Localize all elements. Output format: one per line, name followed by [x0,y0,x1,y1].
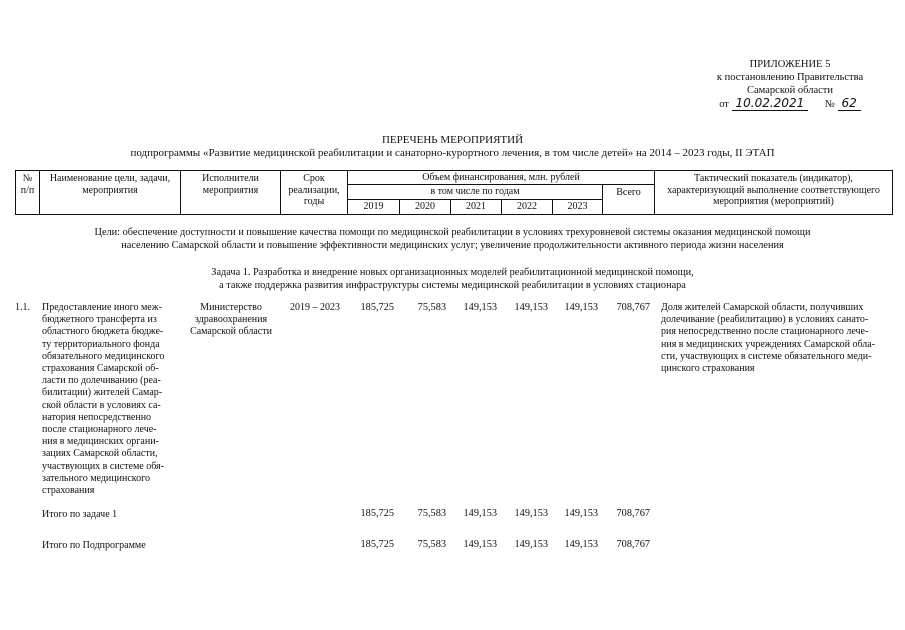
row-value-2023: 149,153 [564,302,598,313]
program-total-sum: 708,767 [616,539,650,550]
task-total-2023: 149,153 [564,508,598,519]
row-value-2020: 75,583 [417,302,446,313]
goal-line-1: Цели: обеспечение доступности и повышение качества помощи по медицинской реабилитации в условиях трехуровневой системы оказания медицинской помощи [94,227,811,238]
program-total-2022: 149,153 [514,539,548,550]
task-line-2: а также поддержка развития инфраструктуры системы медицинской реабилитации в условиях стационара [219,280,686,291]
header-year-2022: 2022 [501,199,553,215]
row-executor-line: здравоохранения [194,314,268,326]
handwritten-number: 62 [838,96,861,111]
row-term: 2019 – 2023 [290,302,340,313]
row-name-line: областного бюджета бюдже- [42,326,164,338]
goal-line-2: населению Самарской области и повышение эффективности медицинских услуг; увеличение продолжительности активного периода жизни населения [121,240,784,251]
document-subtitle: подпрограммы «Развитие медицинской реабилитации и санаторно-курортного лечения, в том числе детей» на 2014 – 2023 годы, II ЭТАП [130,147,775,159]
row-name-line: Предоставление иного меж- [42,302,162,313]
row-name-line: зациях Самарской области, [42,448,158,460]
row-name [42,302,177,497]
header-year-2021: 2021 [450,199,502,215]
header-year-2019: 2019 [347,199,400,215]
row-value-2022: 149,153 [514,302,548,313]
handwritten-date: 10.02.2021 [732,96,809,111]
row-name-line: участвующих в системе обя- [42,460,164,472]
appendix-block [640,58,905,111]
row-name-line: бюджетного трансферта из [42,314,157,326]
program-total-2023: 149,153 [564,539,598,550]
appendix-date-line [640,97,905,111]
header-financing: Объем финансирования, млн. рублей [347,170,655,185]
row-name-line: ния в медицинских органи- [42,436,159,448]
task-total-2021: 149,153 [463,508,497,519]
task-total-sum: 708,767 [616,508,650,519]
row-name-line: ской области в условиях са- [42,399,161,411]
row-name-line: после стационарного лече- [42,424,157,436]
row-value-2021: 149,153 [463,302,497,313]
task-total-2020: 75,583 [417,508,446,519]
document-title: ПЕРЕЧЕНЬ МЕРОПРИЯТИЙ [381,134,524,146]
row-indicator-line: долечивание (реабилитацию) в условиях санато- [661,314,869,326]
row-name-line: обязательного медицинского [42,350,165,362]
header-total: Всего [602,184,655,215]
program-total-label: Итого по Подпрограмме [42,540,146,551]
row-indicator-line: рия непосредственно после стационарного лече- [661,326,869,338]
header-year-2023: 2023 [552,199,603,215]
row-executor-line: Министерство [200,302,262,313]
date-prefix: от [719,99,729,110]
row-indicator-line: сти, участвующих в системе обязательного меди- [661,350,872,362]
row-number: 1.1. [15,302,30,313]
row-indicator [661,302,893,375]
row-executor-line: Самарской области [190,326,272,338]
row-name-line: натория непосредственно [42,411,152,423]
task-total-label: Итого по задаче 1 [42,509,118,520]
header-term: Срок реализации, годы [280,170,348,215]
program-total-2019: 185,725 [360,539,394,550]
row-indicator-line: цинского страхования [661,363,755,375]
row-value-2019: 185,725 [360,302,394,313]
row-name-line: страхования Самарской об- [42,363,159,375]
appendix-line-2: Самарской области [747,85,833,96]
header-indicator: Тактический показатель (индикатор), характеризующий выполнение соответствующего мероприятия (мероприятий) [654,170,893,215]
row-indicator-line: Доля жителей Самарской области, получивших [661,302,864,313]
appendix-line-1: к постановлению Правительства [716,72,864,83]
row-name-line: ласти по долечиванию (реа- [42,375,161,387]
row-name-line: зательного медицинского [42,472,150,484]
header-year-2020: 2020 [399,199,451,215]
row-executor [182,302,280,339]
header-num: № п/п [15,170,40,215]
row-indicator-line: ния в медицинских учреждениях Самарской обла- [661,338,876,350]
task-total-2019: 185,725 [360,508,394,519]
row-name-line: ту территориального фонда [42,338,160,350]
row-name-line: страхования [42,485,95,497]
header-name: Наименование цели, задачи, мероприятия [39,170,181,215]
row-total: 708,767 [616,302,650,313]
appendix-title: ПРИЛОЖЕНИЕ 5 [749,59,831,70]
number-prefix: № [824,99,835,110]
header-by-years: в том числе по годам [347,184,603,200]
program-total-2020: 75,583 [417,539,446,550]
task-line-1: Задача 1. Разработка и внедрение новых организационных моделей реабилитационной медицинской помощи, [211,267,694,278]
program-total-2021: 149,153 [463,539,497,550]
row-name-line: билитации) жителей Самар- [42,387,163,399]
task-total-2022: 149,153 [514,508,548,519]
header-executor: Исполнители мероприятия [180,170,281,215]
